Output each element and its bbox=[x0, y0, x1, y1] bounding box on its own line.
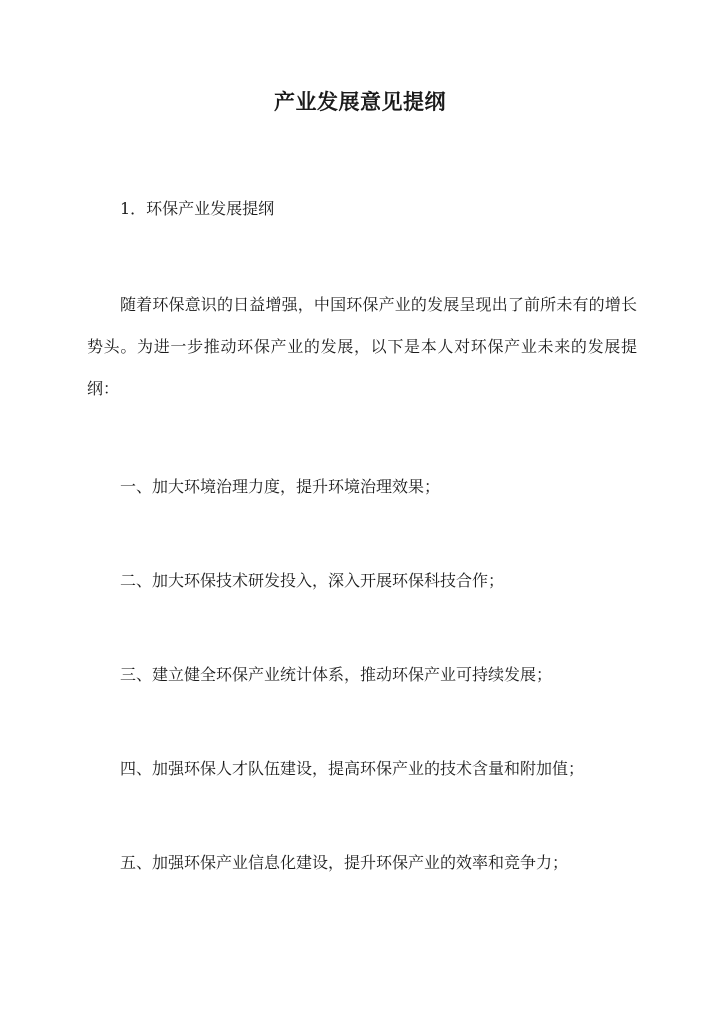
intro-paragraph: 随着环保意识的日益增强，中国环保产业的发展呈现出了前所未有的增长势头。为进一步推动环保产业的发展，以下是本人对环保产业未来的发展提纲： bbox=[87, 295, 637, 398]
outline-item: 四、加强环保人才队伍建设，提高环保产业的技术含量和附加值； bbox=[120, 759, 585, 778]
outline-item: 五、加强环保产业信息化建设，提升环保产业的效率和竞争力； bbox=[120, 853, 569, 872]
outline-item: 一、加大环境治理力度，提升环境治理效果； bbox=[120, 477, 441, 496]
section-heading: 1．环保产业发展提纲 bbox=[120, 199, 275, 218]
outline-item: 三、建立健全环保产业统计体系，推动环保产业可持续发展； bbox=[120, 665, 553, 684]
outline-item: 二、加大环保技术研发投入，深入开展环保科技合作； bbox=[120, 571, 505, 590]
document-title: 产业发展意见提纲 bbox=[274, 89, 446, 114]
